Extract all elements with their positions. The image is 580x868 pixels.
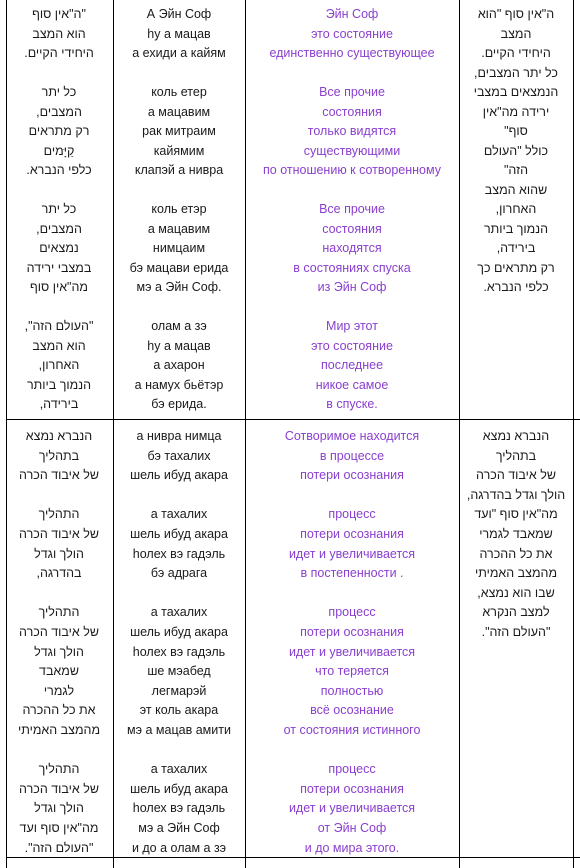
text-line: hолех вэ гадэль [132, 546, 226, 561]
text-line: клапэй а нивра [134, 163, 224, 177]
text-line: הנברא נמצא [482, 429, 550, 443]
text-line: "ה"אין סוף [32, 7, 86, 21]
text-line: של איבוד הכרה [19, 781, 99, 796]
text-line: Сотворимое находится [284, 429, 420, 443]
text-line: הזה" [503, 163, 529, 177]
text-line: שמאבד לגמרי [479, 527, 553, 541]
table-border-right [573, 0, 574, 868]
text-line: שבו הוא נמצא, [477, 585, 555, 600]
text-line: של איבוד הכרה [19, 625, 99, 639]
text-line: מה"אין סוף ועד [19, 821, 99, 835]
text-line: הולך וגדל בהדרגה, [466, 487, 566, 502]
text-line: шель ибуд акара [130, 468, 228, 483]
text-line: состояния [322, 221, 382, 236]
text-line: а тахалих [150, 507, 208, 522]
text-line: במצבי ירידה [26, 260, 92, 275]
text-line: а мацавим [147, 104, 211, 119]
text-line: от Эйн Соф [317, 821, 387, 835]
text-line: של איבוד הכרה [19, 527, 99, 541]
text-line: הוא המצב [32, 338, 86, 353]
text-line: в постепенности . [300, 566, 404, 581]
text-line: идет и увеличивается [288, 644, 416, 659]
text-line: "העולם הזה". [24, 840, 94, 855]
text-line: כולל "העולם [483, 143, 549, 158]
text-line: הוא המצב [32, 26, 86, 41]
text-line: כלפי הנברא. [26, 163, 92, 177]
text-line: бэ адрага [150, 566, 208, 581]
text-line: в процессе [319, 448, 385, 463]
text-line: ше мэабед [147, 664, 211, 679]
text-line: למצב הנקרא [482, 605, 550, 620]
text-line: המצבים, [36, 104, 82, 119]
text-line: בתהליך [495, 448, 537, 463]
text-line: נמצאים [39, 241, 79, 255]
text-line: ירידה מה"אין [482, 104, 550, 119]
text-line: ה"אין סוף "הוא [477, 7, 555, 21]
text-line: היחידי הקיים. [481, 46, 551, 60]
text-line: нимцаим [152, 241, 206, 255]
text-line: הנמוך ביותר [26, 377, 92, 392]
text-line: всё осознание [310, 703, 394, 718]
text-line: של איבוד הכרה [19, 468, 99, 483]
text-line: היחידי הקיים. [24, 46, 94, 60]
text-line: находятся [322, 241, 382, 255]
text-line: что теряется [315, 664, 389, 679]
text-line: של איבוד הכרה [476, 468, 556, 483]
text-line: hу а мацав [147, 338, 211, 353]
text-line: בירידה, [496, 241, 536, 255]
text-line: в спуске. [326, 397, 378, 411]
text-line: идет и увеличивается [288, 801, 416, 816]
text-line: а ахарон [153, 358, 205, 372]
text-line: и до а олам а зэ [131, 840, 227, 855]
text-line: шель ибуд акара [130, 625, 228, 639]
text-line: бэ ерида. [151, 397, 207, 411]
text-line: коль етэр [151, 202, 207, 216]
text-line: בירידה, [39, 397, 79, 411]
text-line: הולך וגדל [34, 644, 84, 659]
text-line: הולך וגדל [34, 546, 84, 561]
text-line: потери осознания [300, 625, 404, 639]
text-line: по отношению к сотворенному [263, 163, 441, 177]
text-line: мэ а Эйн Соф. [136, 280, 222, 294]
text-line: шель ибуд акара [130, 527, 228, 541]
text-line: полностью [320, 683, 384, 698]
text-line: коль етер [151, 85, 207, 99]
text-line: בהדרגה, [36, 566, 82, 581]
text-line: התהליך [38, 762, 80, 777]
text-line: в состояниях спуска [293, 260, 411, 275]
text-line: בתהליך [38, 448, 80, 463]
text-line: Эйн Соф [325, 7, 379, 21]
text-line: את כל ההכרה [22, 703, 96, 718]
text-line: רק מתראים כך [477, 260, 555, 275]
text-line: а ехиди а кайям [132, 46, 226, 60]
text-line: לגמרי [43, 683, 75, 698]
text-line: המצבים, [36, 221, 82, 236]
text-line: последнее [320, 358, 384, 372]
text-line: кайямим [153, 143, 205, 158]
text-line: это состояние [311, 338, 393, 353]
text-line: הנמצאים במצבי [473, 85, 559, 99]
text-line: את כל ההכרה [479, 546, 553, 561]
text-line: мэ а мацав амити [127, 723, 231, 737]
column-divider-1 [113, 0, 114, 868]
text-line: מה"אין סוף "ועד [474, 507, 558, 522]
text-line: hолех вэ гадэль [132, 801, 226, 816]
text-line: כל יתר [41, 202, 77, 216]
text-line: процесс [328, 762, 376, 777]
text-line: שמאבד [39, 664, 79, 679]
text-line: легмарэй [151, 683, 207, 698]
text-line: и до мира этого. [304, 840, 400, 855]
text-line: hу а мацав [147, 26, 211, 41]
text-line: бэ тахалих [147, 448, 211, 463]
text-line: האחרון, [38, 358, 80, 372]
text-line: существующими [303, 143, 401, 158]
text-line: бэ мацави ерида [129, 260, 229, 275]
text-line: из Эйн Соф [317, 280, 387, 294]
text-line: процесс [328, 507, 376, 522]
text-line: כל יתר [41, 85, 77, 99]
text-line: שהוא המצב [484, 182, 548, 197]
text-line: כלפי הנברא. [483, 280, 549, 294]
text-line: а намух бьётэр [134, 377, 224, 392]
text-line: шель ибуд акара [130, 781, 228, 796]
text-line: это состояние [311, 26, 393, 41]
text-line: הנמוך ביותר [483, 221, 549, 236]
column-divider-2 [245, 0, 246, 868]
column-divider-3 [459, 0, 460, 868]
text-line: а тахалих [150, 605, 208, 620]
text-line: а тахалих [150, 762, 208, 777]
text-line: от состояния истинного [283, 723, 421, 737]
text-line: потери осознания [300, 468, 404, 483]
text-line: эт коль акара [139, 703, 219, 718]
table-border-left [6, 0, 7, 868]
text-line: Все прочие [319, 85, 385, 99]
text-line: האחרון, [495, 202, 537, 216]
text-line: רק מתראים [28, 124, 90, 138]
table-border-bottom [6, 857, 580, 858]
text-line: הולך וגדל [34, 801, 84, 816]
text-line: Мир этот [326, 319, 378, 333]
text-line: hолех вэ гадэль [132, 644, 226, 659]
text-line: идет и увеличивается [288, 546, 416, 561]
text-line: потери осознания [300, 781, 404, 796]
text-line: только видятся [307, 124, 397, 138]
text-line: "העולם הזה", [24, 319, 94, 333]
text-line: מהמצב האמיתי [474, 566, 558, 581]
text-line: олам а зэ [151, 319, 207, 333]
text-line: Все прочие [319, 202, 385, 216]
text-line: סוף" [504, 124, 528, 138]
text-line: А Эйн Соф [146, 7, 212, 21]
text-line: התהליך [38, 507, 80, 522]
text-line: מהמצב האמיתי [17, 723, 101, 737]
text-line: המצב [500, 26, 532, 41]
text-line: мэ а Эйн Соф [138, 821, 220, 835]
text-line: קַיָּמים [43, 143, 75, 158]
text-line: единственно существующее [269, 46, 435, 60]
text-line: потери осознания [300, 527, 404, 541]
text-line: процесс [328, 605, 376, 620]
text-line: никое самое [315, 377, 389, 392]
text-line: рак митраим [142, 124, 216, 138]
text-line: כל יתר המצבים, [474, 65, 558, 80]
text-line: התהליך [38, 605, 80, 620]
text-line: מה"אין סוף [30, 280, 88, 294]
text-line: "העולם הזה". [481, 625, 551, 639]
row-divider [6, 419, 580, 420]
text-line: а мацавим [147, 221, 211, 236]
text-line: состояния [322, 104, 382, 119]
text-line: а нивра нимца [136, 429, 222, 443]
text-line: הנברא נמצא [25, 429, 93, 443]
